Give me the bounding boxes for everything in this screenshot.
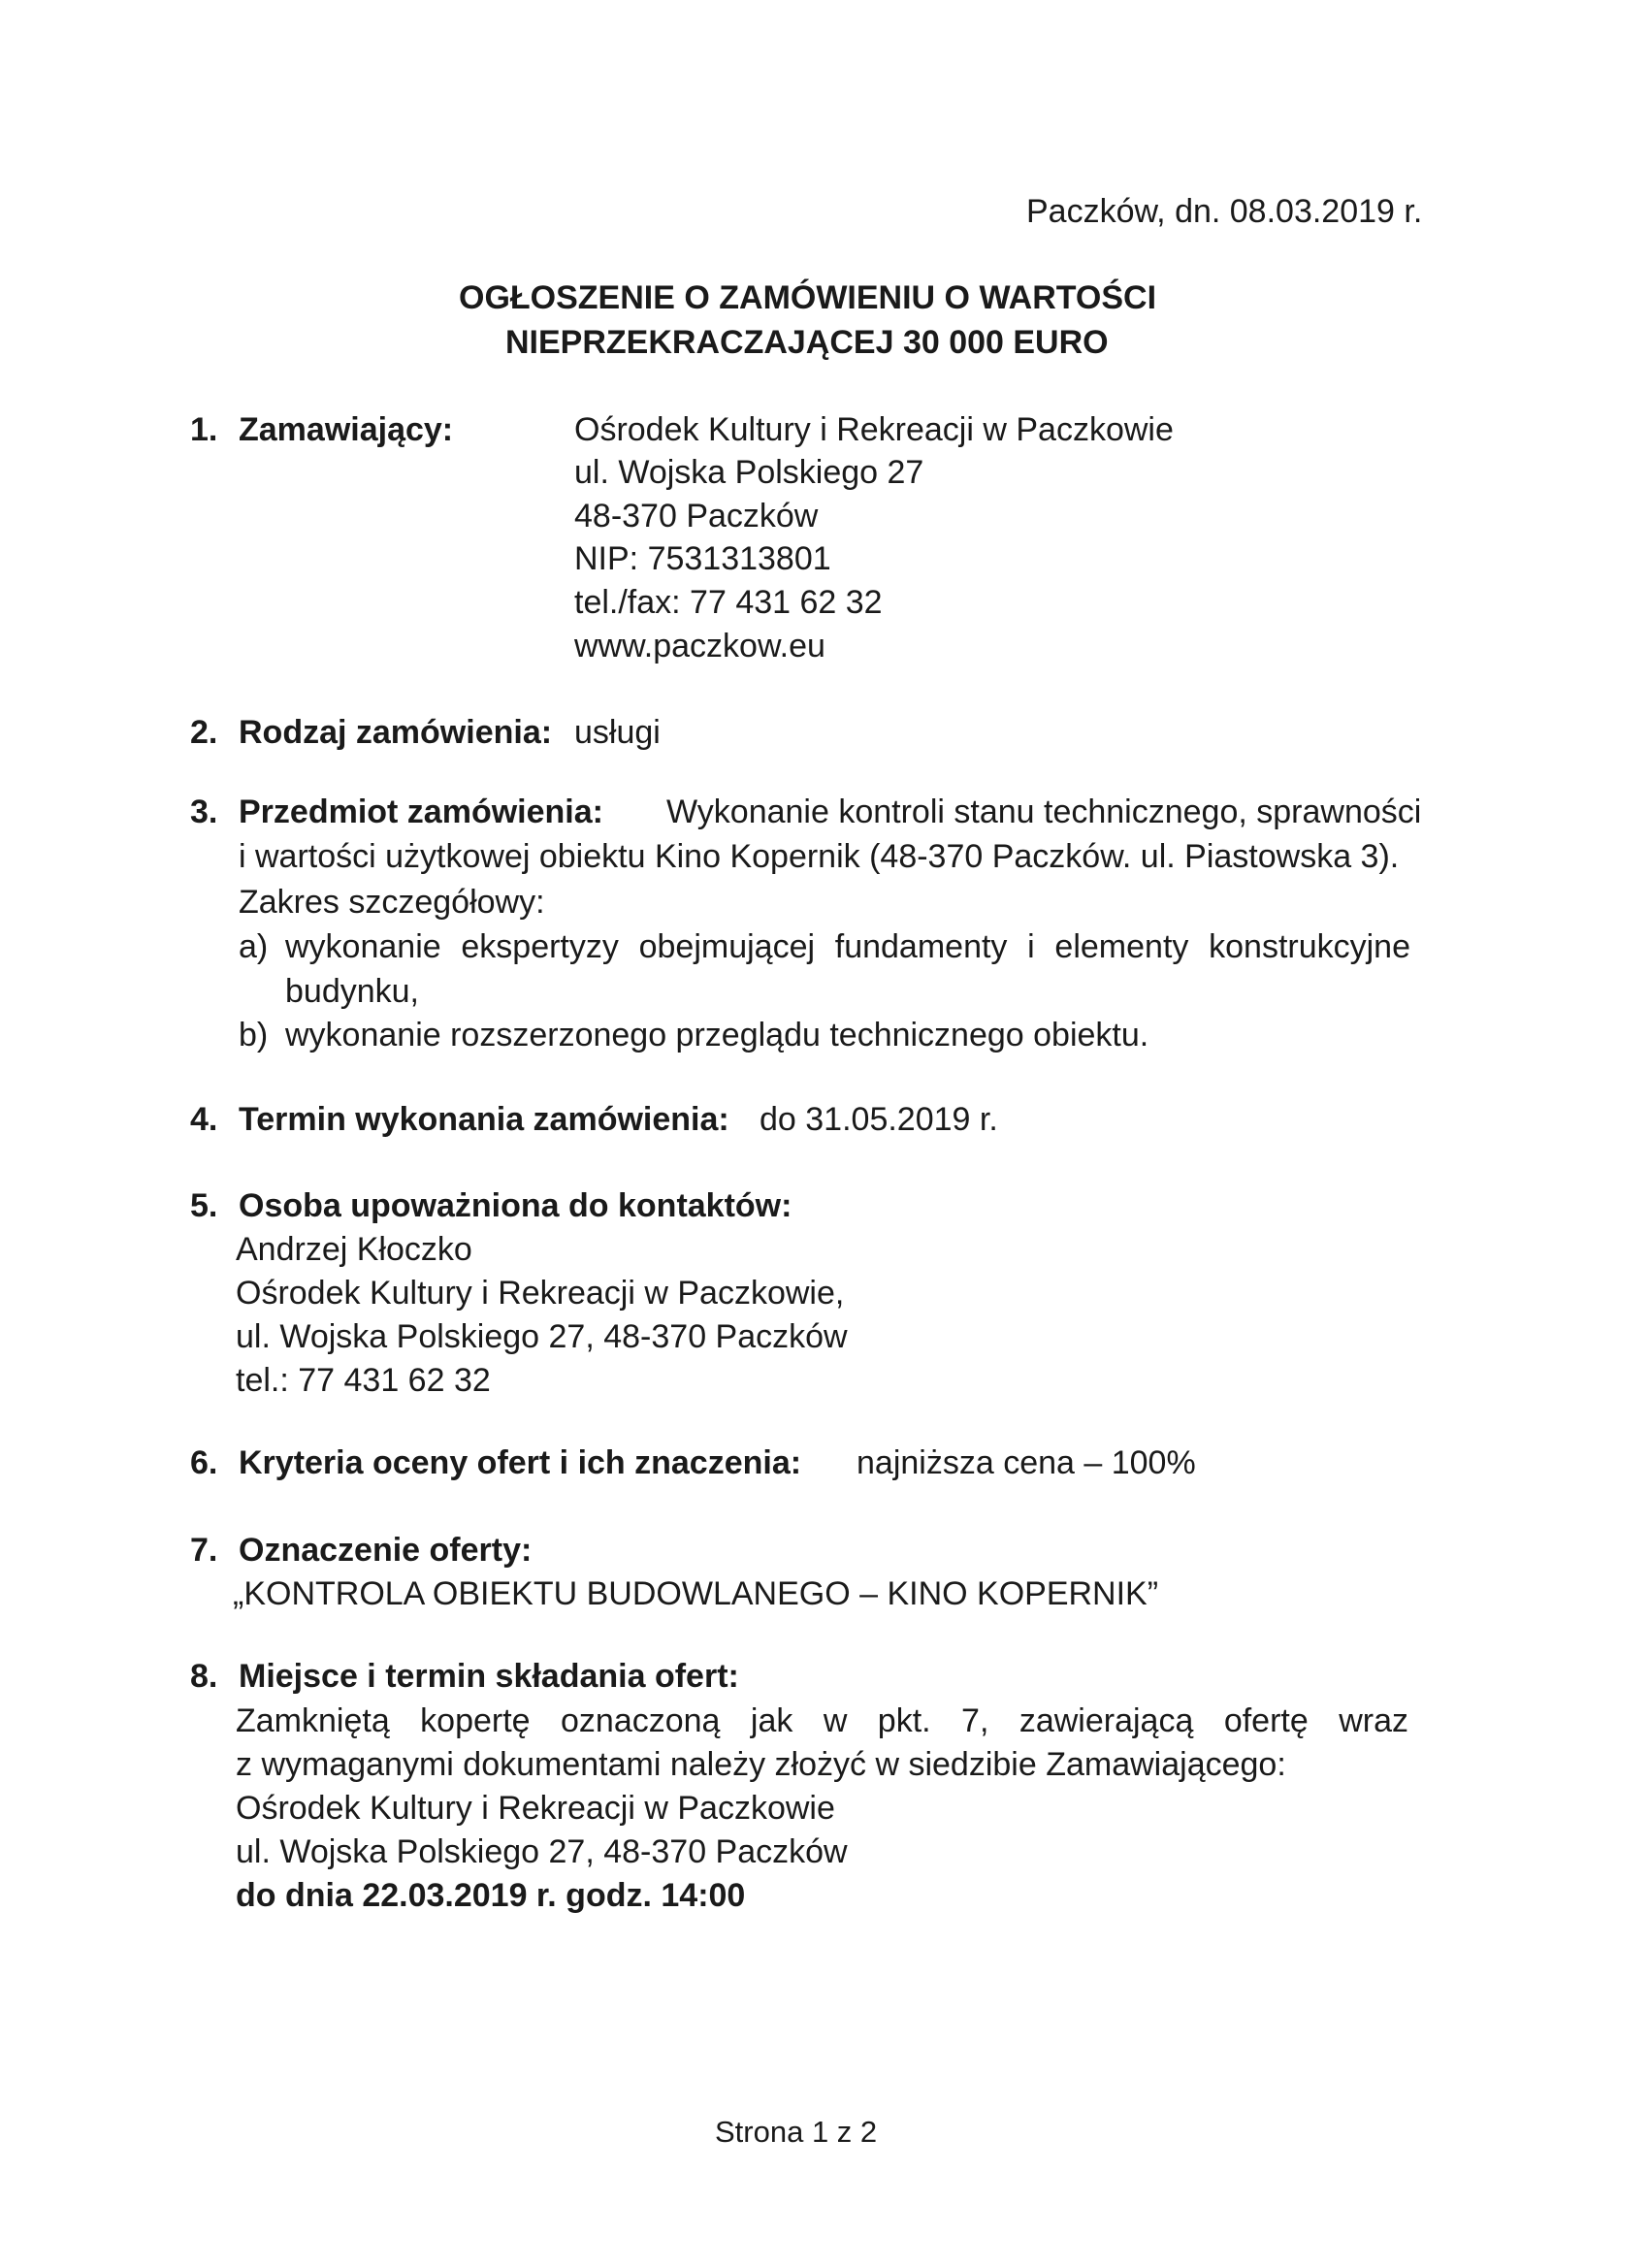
section-label: Kryteria oceny ofert i ich znaczenia: <box>239 1444 802 1481</box>
orderer-website: www.paczkow.eu <box>574 628 825 664</box>
section-number: 3. <box>190 794 218 830</box>
submission-deadline: do dnia 22.03.2019 r. godz. 14:00 <box>236 1877 746 1914</box>
section-number: 2. <box>190 714 218 751</box>
scope-label: Zakres szczegółowy: <box>239 884 545 921</box>
document-date: Paczków, dn. 08.03.2019 r. <box>1026 193 1423 230</box>
submission-organization: Ośrodek Kultury i Rekreacji w Paczkowie <box>236 1790 835 1827</box>
completion-date-value: do 31.05.2019 r. <box>760 1101 998 1138</box>
subject-line1: Wykonanie kontroli stanu technicznego, sprawności <box>666 794 1422 830</box>
scope-item-a-marker: a) <box>239 928 269 965</box>
section-number: 5. <box>190 1187 218 1224</box>
section-label: Przedmiot zamówienia: <box>239 794 603 830</box>
scope-item-b-line1: wykonanie rozszerzonego przeglądu technicznego obiektu. <box>285 1017 1149 1053</box>
criteria-value: najniższa cena – 100% <box>857 1444 1196 1481</box>
document-title-line1: OGŁOSZENIE O ZAMÓWIENIU O WARTOŚCI <box>459 279 1157 316</box>
submission-address: ul. Wojska Polskiego 27, 48-370 Paczków <box>236 1833 848 1870</box>
section-label: Oznaczenie oferty: <box>239 1532 533 1569</box>
submission-line1: Zamkniętą kopertę oznaczoną jak w pkt. 7, zawierającą ofertę wraz <box>236 1702 1408 1739</box>
contact-address: ul. Wojska Polskiego 27, 48-370 Paczków <box>236 1318 848 1355</box>
page-number: Strona 1 z 2 <box>715 2115 878 2149</box>
section-number: 8. <box>190 1658 218 1695</box>
orderer-street: ul. Wojska Polskiego 27 <box>574 454 924 491</box>
section-label: Termin wykonania zamówienia: <box>239 1101 729 1138</box>
orderer-city: 48-370 Paczków <box>574 498 819 535</box>
scope-item-b-marker: b) <box>239 1017 269 1053</box>
scope-item-a-line1: wykonanie ekspertyzy obejmującej fundamenty i elementy konstrukcyjne <box>285 928 1410 965</box>
section-label: Rodzaj zamówienia: <box>239 714 553 751</box>
order-type-value: usługi <box>574 714 661 751</box>
contact-name: Andrzej Kłoczko <box>236 1231 472 1268</box>
section-number: 7. <box>190 1532 218 1569</box>
orderer-name: Ośrodek Kultury i Rekreacji w Paczkowie <box>574 411 1174 448</box>
section-number: 1. <box>190 411 218 448</box>
orderer-nip: NIP: 7531313801 <box>574 540 831 577</box>
subject-line2: i wartości użytkowej obiektu Kino Kopernik (48-370 Paczków. ul. Piastowska 3). <box>239 838 1400 875</box>
section-label: Osoba upoważniona do kontaktów: <box>239 1187 792 1224</box>
submission-line2: z wymaganymi dokumentami należy złożyć w siedzibie Zamawiającego: <box>236 1746 1286 1783</box>
contact-organization: Ośrodek Kultury i Rekreacji w Paczkowie, <box>236 1275 845 1312</box>
contact-phone: tel.: 77 431 62 32 <box>236 1362 491 1399</box>
section-number: 6. <box>190 1444 218 1481</box>
scope-item-a-line2: budynku, <box>285 973 419 1010</box>
document-title-line2: NIEPRZEKRACZAJĄCEJ 30 000 EURO <box>505 324 1109 361</box>
section-label: Zamawiający: <box>239 411 454 448</box>
section-label: Miejsce i termin składania ofert: <box>239 1658 739 1695</box>
orderer-phone: tel./fax: 77 431 62 32 <box>574 584 883 621</box>
section-number: 4. <box>190 1101 218 1138</box>
offer-marking-value: „KONTROLA OBIEKTU BUDOWLANEGO – KINO KOPERNIK” <box>233 1575 1159 1612</box>
